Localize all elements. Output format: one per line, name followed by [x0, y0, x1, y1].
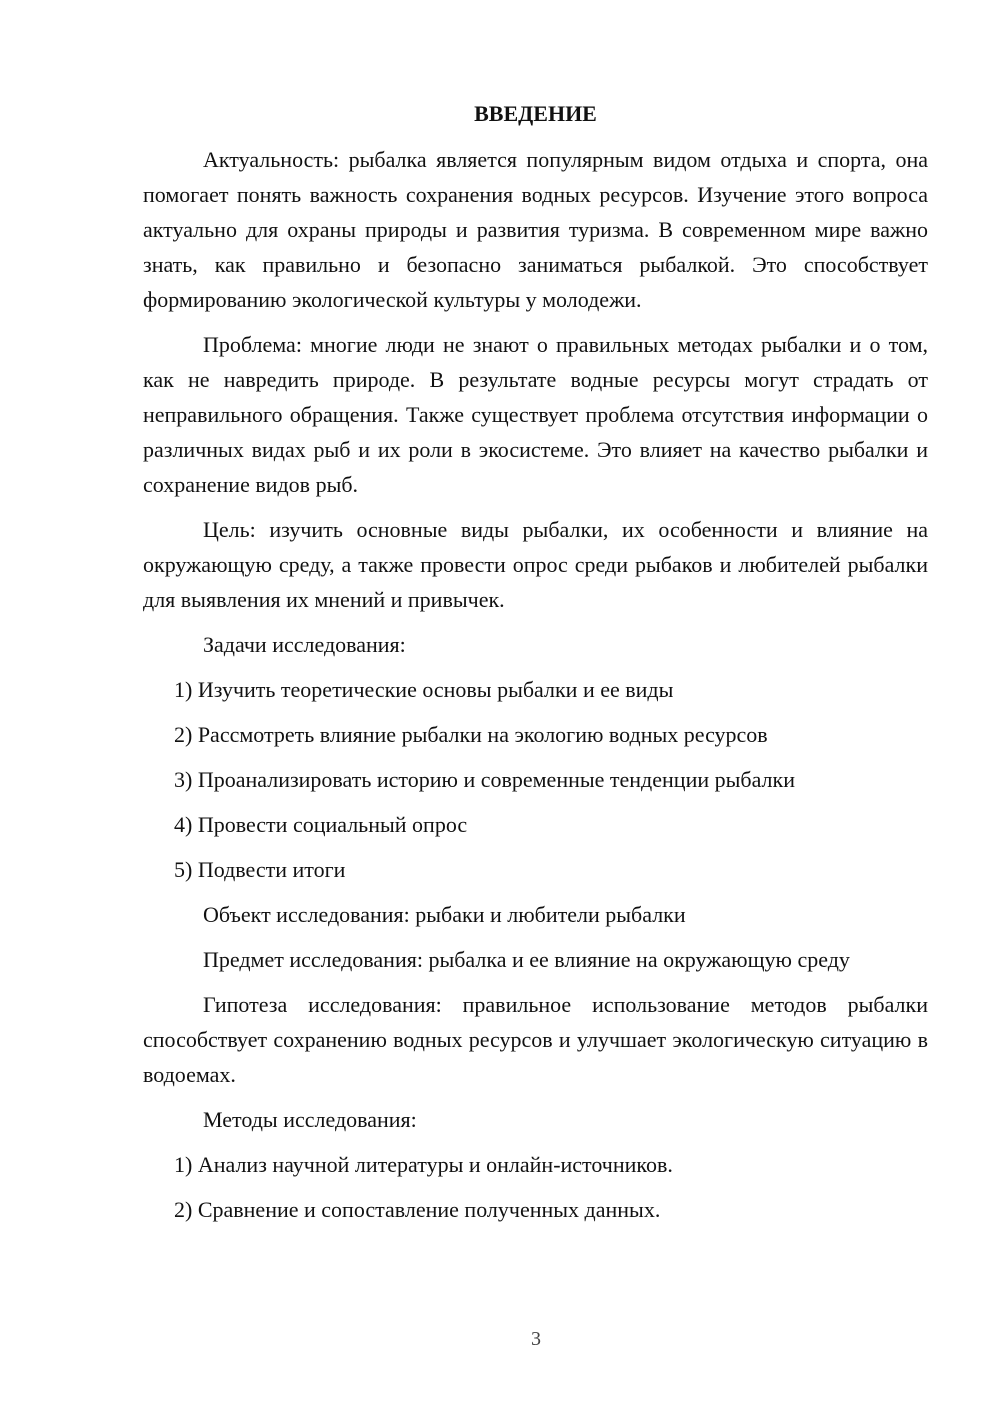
problem-paragraph: Проблема: многие люди не знают о правильных методах рыбалки и о том, как не навредить природе. В результате водные ресурсы могут страдать от неправильного обращения. Также существует проблема отсутствия информации о различных видах рыб и их роли в экосистеме. Это влияет на качество рыбалки и сохранение видов рыб.: [143, 332, 928, 497]
page-number: 3: [531, 1328, 541, 1350]
hypothesis-paragraph: Гипотеза исследования: правильное использование методов рыбалки способствует сохранению водных ресурсов и улучшает экологическую ситуацию в водоемах.: [143, 992, 928, 1087]
method-item: 2) Сравнение и сопоставление полученных данных.: [174, 1197, 661, 1222]
tasks-heading: Задачи исследования:: [203, 632, 406, 657]
subject-paragraph: Предмет исследования: рыбалка и ее влияние на окружающую среду: [203, 947, 850, 972]
section-title: ВВЕДЕНИЕ: [474, 101, 597, 126]
goal-paragraph: Цель: изучить основные виды рыбалки, их особенности и влияние на окружающую среду, а также провести опрос среди рыбаков и любителей рыбалки для выявления их мнений и привычек.: [143, 517, 928, 612]
method-item: 1) Анализ научной литературы и онлайн-источников.: [174, 1152, 673, 1177]
task-item: 2) Рассмотреть влияние рыбалки на экологию водных ресурсов: [174, 722, 768, 747]
methods-heading: Методы исследования:: [203, 1107, 417, 1132]
object-line: Объект исследования: рыбаки и любители рыбалки: [203, 902, 686, 927]
task-item: 3) Проанализировать историю и современные тенденции рыбалки: [174, 767, 795, 792]
task-item: 1) Изучить теоретические основы рыбалки и ее виды: [174, 677, 674, 702]
task-item: 5) Подвести итоги: [174, 857, 346, 882]
relevance-paragraph: Актуальность: рыбалка является популярным видом отдыха и спорта, она помогает понять важность сохранения водных ресурсов. Изучение этого вопроса актуально для охраны природы и развития туризма. В современном мире важно знать, как правильно и безопасно заниматься рыбалкой. Это способствует формированию экологической культуры у молодежи.: [143, 147, 928, 312]
task-item: 4) Провести социальный опрос: [174, 812, 468, 837]
